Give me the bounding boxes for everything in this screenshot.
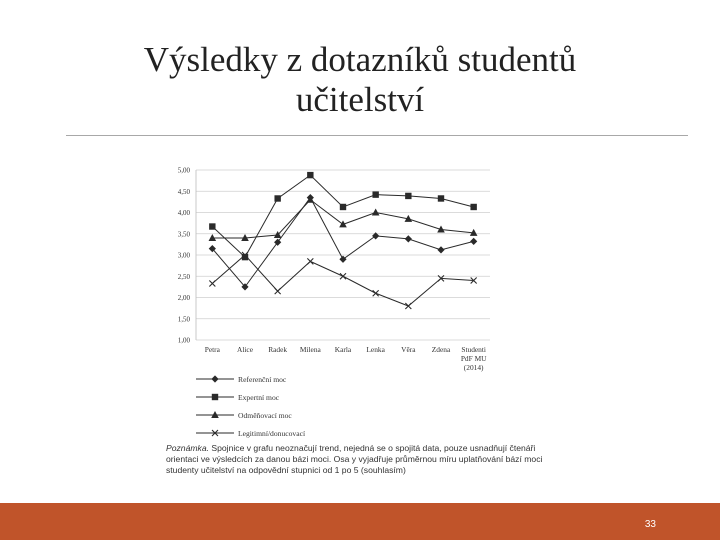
- title-divider: [66, 135, 688, 136]
- chart-canvas: [158, 156, 542, 441]
- legend-label: Odměňovací moc: [238, 411, 292, 420]
- x-tick-label: Věra: [401, 345, 416, 354]
- x-tick-label: Milena: [299, 345, 321, 354]
- x-tick-label: Petra: [204, 345, 220, 354]
- data-point: [307, 258, 313, 264]
- y-tick-label: 1,50: [177, 315, 190, 324]
- series-line: [212, 175, 473, 257]
- data-point: [372, 209, 380, 216]
- data-point: [372, 191, 378, 197]
- data-point: [209, 280, 215, 286]
- legend-marker: [211, 375, 218, 382]
- data-point: [405, 303, 411, 309]
- x-tick-label: PdF MU: [460, 354, 487, 363]
- y-tick-label: 5,00: [177, 166, 190, 175]
- slide-title-line-1: Výsledky z dotazníků studentů: [143, 40, 577, 79]
- slide-title: [60, 40, 660, 120]
- data-point: [307, 172, 313, 178]
- y-tick-label: 4,00: [177, 209, 190, 217]
- data-point: [470, 238, 477, 245]
- legend-label: Legitimní/donucovací: [238, 429, 306, 438]
- power-bases-chart: [158, 156, 542, 488]
- y-tick-label: 2,00: [177, 294, 190, 302]
- slide-title-line-2: učitelství: [295, 80, 425, 119]
- legend-label: Expertní moc: [238, 393, 280, 402]
- y-tick-label: 2,50: [177, 272, 190, 281]
- y-tick-label: 3,50: [177, 230, 190, 239]
- x-tick-label: Studenti: [461, 345, 486, 354]
- y-tick-label: 1,00: [177, 336, 190, 345]
- y-tick-label: 4,50: [177, 187, 190, 196]
- page-number: 33: [644, 519, 656, 530]
- data-point: [405, 193, 411, 199]
- footer-bar: [0, 503, 720, 540]
- note-text: Spojnice v grafu neoznačují trend, nejedná se o spojitá data, pouze usnadňují čtenáři orientaci ve výsledcích za danou bázi moci. Osa y vyjadřuje průměrnou míru uplatňování bází moci studenty učitelství na odpovědní stupnici od 1 po 5 (souhlasím): [166, 443, 543, 475]
- data-point: [209, 223, 215, 229]
- data-point: [275, 288, 281, 294]
- y-tick-label: 3,00: [177, 251, 190, 260]
- x-tick-label: (2014): [463, 363, 484, 372]
- note-label: Poznámka.: [166, 443, 209, 453]
- data-point: [437, 246, 444, 253]
- x-tick-label: Lenka: [366, 345, 385, 354]
- chart-note: [166, 443, 546, 476]
- legend-label: Referenční moc: [238, 375, 287, 384]
- data-point: [274, 239, 281, 246]
- x-tick-label: Karla: [334, 345, 352, 354]
- data-point: [274, 195, 280, 201]
- x-tick-label: Alice: [236, 345, 254, 354]
- data-point: [373, 290, 379, 296]
- series-line: [212, 198, 473, 287]
- data-point: [405, 235, 412, 242]
- x-tick-label: Zdena: [431, 345, 451, 354]
- legend-marker: [212, 394, 218, 400]
- data-point: [438, 195, 444, 201]
- x-tick-label: Radek: [268, 345, 288, 354]
- data-point: [339, 256, 346, 263]
- data-point: [470, 204, 476, 210]
- data-point: [340, 204, 346, 210]
